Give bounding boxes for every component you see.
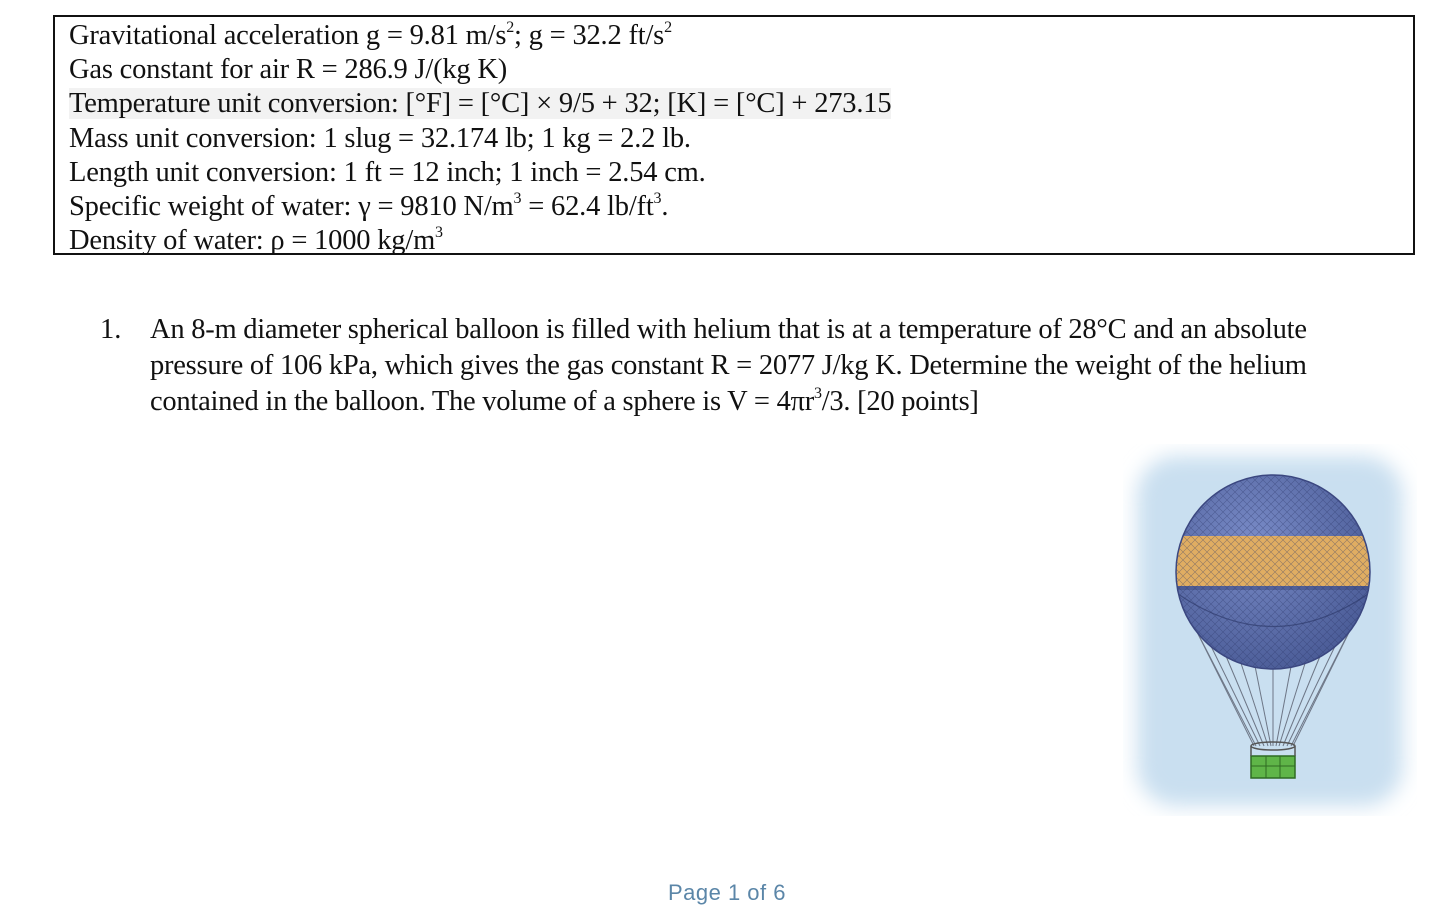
problem-number: 1. <box>100 314 122 345</box>
gravity-exponent-imperial: 2 <box>664 19 672 36</box>
gravity-text: Gravitational acceleration g = 9.81 m/s <box>69 20 507 51</box>
specific-weight-exponent: 3 <box>513 190 522 208</box>
gas-constant-line: Gas constant for air R = 286.9 J/(kg K) <box>69 54 508 86</box>
density-exponent: 3 <box>435 224 443 242</box>
problem-exponent: 3 <box>813 385 822 402</box>
specific-weight-text: Specific weight of water: γ = 9810 N/m <box>69 191 514 223</box>
specific-weight-exponent-imperial: 3 <box>653 190 662 208</box>
specific-weight-text-imperial: = 62.4 lb/ft <box>521 191 654 223</box>
page-number: Page 1 of 6 <box>667 880 787 905</box>
length-conversion-line: Length unit conversion: 1 ft = 12 inch; 1 inch = 2.54 cm. <box>69 156 706 188</box>
gravity-constant-line <box>69 19 1413 53</box>
gravity-text-imperial: ; g = 32.2 ft/s <box>514 20 665 51</box>
temperature-conversion-text: Temperature unit conversion: [°F] = [°C] × 9/5 + 32; [K] = [°C] + 273.15 <box>69 88 892 120</box>
problem-text-end: /3. [20 points] <box>821 386 979 417</box>
specific-weight-line <box>69 190 1413 224</box>
specific-weight-period: . <box>661 191 669 223</box>
constants-box <box>53 15 1415 255</box>
balloon-figure <box>1123 444 1417 816</box>
gravity-exponent: 2 <box>506 19 515 36</box>
density-text: Density of water: ρ = 1000 kg/m <box>69 225 436 257</box>
mass-conversion-line: Mass unit conversion: 1 slug = 32.174 lb; 1 kg = 2.2 lb. <box>69 122 691 154</box>
problem-text-main: An 8-m diameter spherical balloon is filled with helium that is at a temperature of 28°C and an absolute pressure of 106 kPa, which gives the gas constant R = 2077 J/kg K. Determine the weight of the helium contained in the balloon. The volume of a sphere is V = 4πr <box>150 314 1307 417</box>
density-line <box>69 224 1413 258</box>
hot-air-balloon-icon <box>1123 444 1417 816</box>
problem-statement <box>150 312 1390 420</box>
temperature-conversion-line <box>69 87 1413 121</box>
